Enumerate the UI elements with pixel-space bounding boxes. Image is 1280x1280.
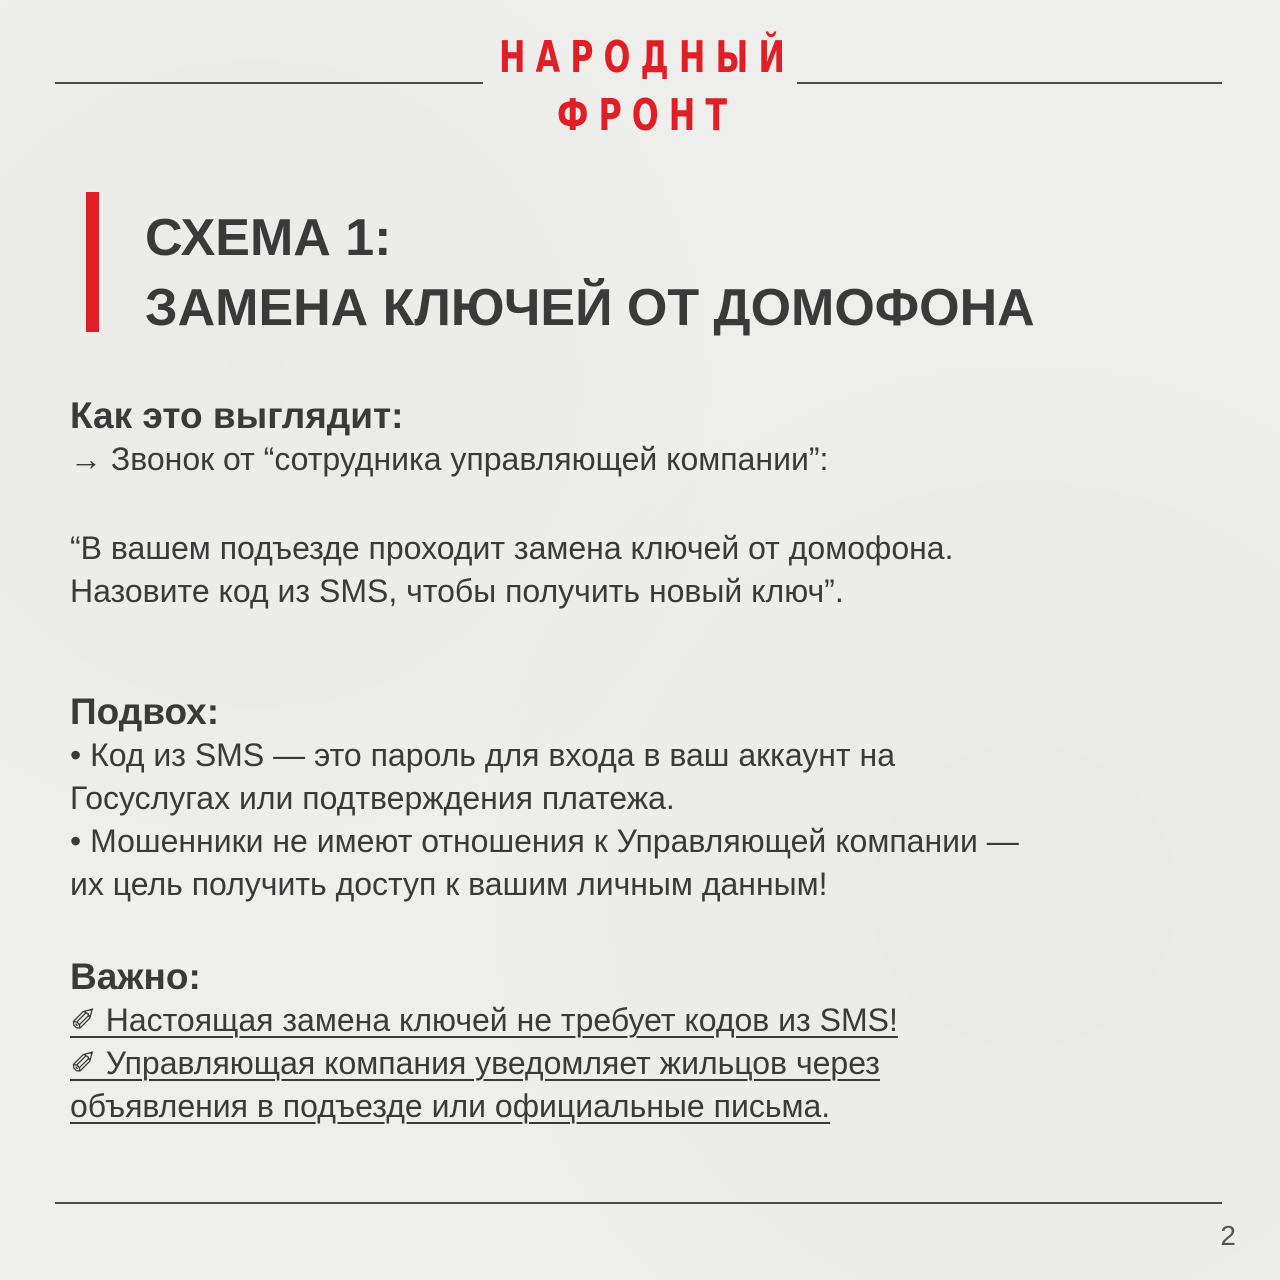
trick-item-2-line-2: их цель получить доступ к вашим личным данным!: [70, 866, 828, 902]
how-it-looks-section: [70, 394, 1220, 481]
quote-line-1: “В вашем подъезде проходит замена ключей от домофона.: [70, 530, 954, 566]
quote-line-2: Назовите код из SMS, чтобы получить новый ключ”.: [70, 573, 844, 609]
logo-line-2: ФРОНТ: [556, 90, 738, 141]
logo: [0, 32, 1280, 141]
how-it-looks-heading: Как это выглядит:: [70, 395, 404, 436]
trick-item-2-line-1: • Мошенники не имеют отношения к Управляющей компании —: [70, 823, 1019, 859]
title-line-2: ЗАМЕНА КЛЮЧЕЙ ОТ ДОМОФОНА: [145, 279, 1035, 337]
title-line-1: СХЕМА 1:: [145, 209, 392, 267]
list-item: [70, 820, 1220, 906]
important-line-2: ✐ Управляющая компания уведомляет жильцов через: [70, 1045, 880, 1081]
trick-item-1-line-1: • Код из SMS — это пароль для входа в ваш аккаунт на: [70, 737, 895, 773]
important-heading: Важно:: [70, 956, 201, 997]
call-description: → Звонок от “сотрудника управляющей компании”:: [70, 441, 829, 477]
trick-item-1-line-2: Госуслугах или подтверждения платежа.: [70, 780, 675, 816]
trick-section: [70, 690, 1220, 906]
bottom-divider: [55, 1202, 1222, 1204]
page-title: [145, 203, 1245, 343]
page-number: 2: [1220, 1220, 1236, 1251]
important-line-3: объявления в подъезде или официальные письма.: [70, 1088, 831, 1124]
scammer-quote: [70, 527, 1220, 613]
important-section: [70, 955, 1220, 1128]
list-item: [70, 734, 1220, 820]
logo-line-1: НАРОДНЫЙ: [499, 32, 795, 83]
trick-heading: Подвох:: [70, 691, 220, 732]
title-accent-bar: [86, 192, 99, 332]
important-line-1: ✐ Настоящая замена ключей не требует кодов из SMS!: [70, 1002, 898, 1038]
